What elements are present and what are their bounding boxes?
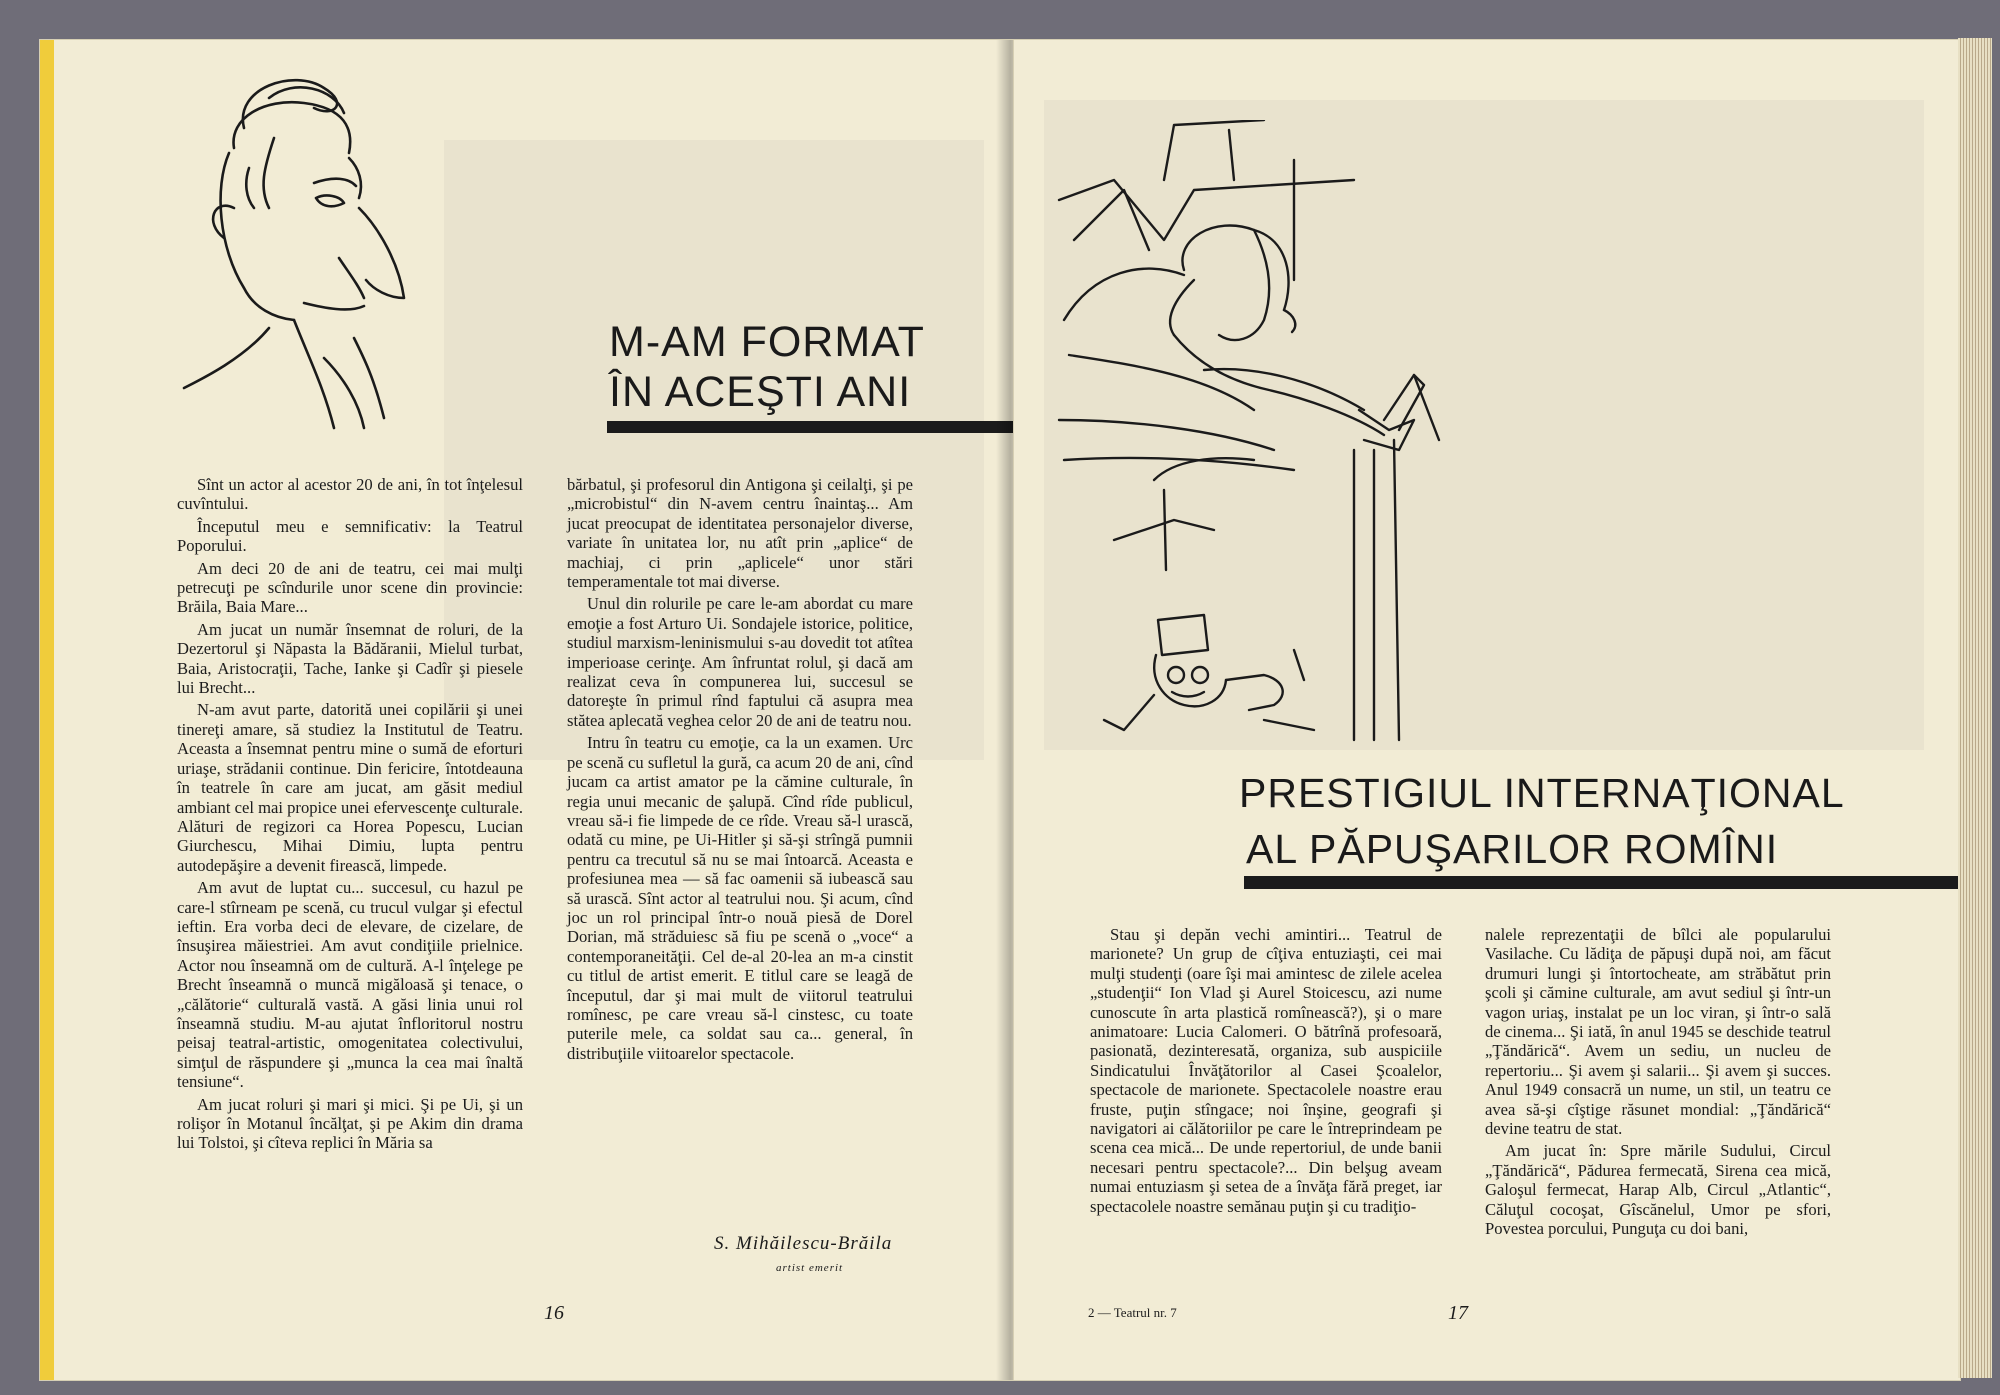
- paragraph: Am jucat în: Spre mările Sudului, Circul „Ţăndărică“, Pădurea fermecată, Sirena cea mică, Galoşul fermecat, Harap Alb, Circul „Atlantic“, Căluţul cocoşat, Gîscănelul, Umor pe sfori, Povestea porcului, Punguţa cu doi bani,: [1485, 1141, 1831, 1239]
- paragraph: Stau şi depăn vechi amintiri... Teatrul de marionete? Un grup de cîţiva entuziaşti, cei mai mulţi studenţi (oare îşi mai amintesc de zilele acelea „studenţii“ Ion Vlad şi Aurel Stoicescu, azi nume cunoscute în arta plastică romînească?), şi o mare animatoare: Lucia Calomeri. O bătrînă profesoară, pasionată, dezinteresată, organiza, sub auspiciile Sindicatului Învăţătorilor al Casei Şcoalelor, spectacole de marionete. Spectacolele noastre erau fruste, puţin stîngace; noi înşine, geografi şi navigatori ai călătoriilor pe care le întreprindeam pe scena cea mică... De unde repertoriul, de unde banii necesari pentru spectacole?... Din belşug aveam numai entuziasm şi setea de a învăţa fără preget, iar spectacolele noastre semănau puţin şi cu tradiţio-: [1090, 925, 1442, 1216]
- title-rule: [607, 421, 1022, 433]
- author-title: artist emerit: [776, 1262, 844, 1274]
- paragraph: bărbatul, şi profesorul din Antigona şi ceilalţi, şi pe „microbistul“ din N-avem centru înaintaş... Am jucat preocupat de identitatea personajelor diverse, variate în unitatea lor, nu atît prin „aplice“ de machiaj, ci prin „aplicele“ unor stări temperamentale tot mai diverse.: [567, 475, 913, 592]
- page-edges: [1958, 38, 1992, 1378]
- paragraph: Unul din rolurile pe care le-am abordat cu mare emoţie a fost Arturo Ui. Sondajele istorice, politice, studiul marxism-leninismului s-au dovedit tot atîtea imperioase cerinţe. Am înfruntat rolul, şi dacă am realizat ceva în compunerea lui, succesul se datoreşte în primul rînd faptului că asupra mea stătea aplecată veghea celor 20 de ani de teatru nou.: [567, 594, 913, 730]
- puppeteer-sketch-illustration: [1054, 120, 1494, 760]
- paragraph: Începutul meu e semnificativ: la Teatrul Poporului.: [177, 516, 523, 556]
- left-column-2: [567, 475, 913, 1066]
- author-signature: S. Mihăilescu-Brăila: [714, 1233, 893, 1254]
- paragraph: nalele reprezentaţii de bîlci ale popularului Vasilache. Cu lădiţa de păpuşi după noi, am făcut drumuri lungi şi întortocheate, am străbătut prin şcoli şi cămine culturale, am avut sediul şi într-un vagon uriaş, instalat pe un loc viran, şi într-o sală de cinema... Şi iată, în anul 1945 se deschide teatrul „Ţăndărică“. Avem un sediu, un nucleu de repertoriu... Şi avem şi salarii... Şi avem şi succes. Anul 1949 consacră un nume, un stil, un teatru ce avea să-şi cîştige răsunet mondial: „Ţăndărică“ devine teatru de stat.: [1485, 925, 1831, 1139]
- page-number[interactable]: 16: [544, 1302, 564, 1324]
- right-column-2: [1485, 925, 1831, 1242]
- paragraph: Am jucat un număr însemnat de roluri, de la Dezertorul şi Năpasta la Bădăranii, Mielul turbat, Baia, Aristocraţii, Tache, Ianke şi Cadîr şi piesele lui Brecht...: [177, 619, 523, 698]
- paragraph: Am deci 20 de ani de teatru, cei mai mulţi petrecuţi pe scîndurile unor scene din provincie: Brăila, Baia Mare...: [177, 558, 523, 617]
- right-page: [1014, 40, 1960, 1380]
- paragraph: Sînt un actor al acestor 20 de ani, în tot înţelesul cuvîntului.: [177, 475, 523, 514]
- left-column-1: [177, 475, 523, 1156]
- article-title-line1: PRESTIGIUL INTERNAŢIONAL: [1239, 770, 1845, 816]
- article-title-line2: AL PĂPUŞARILOR ROMÎNI: [1246, 826, 1779, 872]
- article-title-line2: ÎN ACEŞTI ANI: [609, 368, 912, 416]
- paragraph: Am avut de luptat cu... succesul, cu hazul pe care-l stîrneam pe scenă, cu trucul vulgar şi efectul ieftin. Era vorba deci de elevare, de cizelare, de însuşirea măiestriei. Am avut condiţiile prielnice. Actor nou înseamnă om de cultură. A-l înţelege pe Brecht înseamnă o muncă migăloasă şi tenace, o „călătorie“ culturală vastă. A găsi linia unui rol înseamnă studiu. M-au ajutat înfloritorul nostru peisaj teatral-artistic, omogenitatea colectivului, simţul de răspundere şi „munca la cea mai înaltă tensiune“.: [177, 878, 523, 1092]
- right-column-1: [1090, 925, 1442, 1219]
- caricature-portrait-illustration: [174, 58, 484, 458]
- paragraph: Am jucat roluri şi mari şi mici. Şi pe Ui, şi un rolişor în Motanul încălţat, şi pe Akim din drama lui Tolstoi, şi cîteva replici în Măria sa: [177, 1094, 523, 1153]
- paragraph: Intru în teatru cu emoţie, ca la un examen. Urc pe scenă cu sufletul la gură, ca acum 20 de ani, cînd jucam ca artist amator pe la cămine culturale, în regia unui mecanic de şalupă. Cînd rîde publicul, vreau să-i fie limpede de ce rîde. Vreau să-l urască, odată cu mine, pe Ui-Hitler şi să-şi strîngă pumnii pentru ca trecutul să nu se mai întoarcă. Aceasta e profesiunea mea — să fac oamenii să iubească sau să urască. Sînt actor al teatrului nou. Şi acum, cînd joc un rol principal într-o nouă piesă de Dorel Dorian, mă străduiesc să fiu pe scenă o „voce“ a contemporaneităţii. Cel de-al 20-lea an m-a cinstit cu titlul de artist emerit. E titlul care se leagă de începutul, dar şi mai mult de viitorul teatrului romînesc, pe care vreau să-l cinstesc, cu toate puterile mele, ca soldat sau ca... general, în distribuţiile viitoarelor spectacole.: [567, 733, 913, 1063]
- left-page: [40, 40, 1022, 1380]
- title-rule: [1244, 876, 1960, 889]
- paragraph: N-am avut parte, datorită unei copilării şi unei tinereţi amare, să studiez la Institutul de Teatru. Aceasta a însemnat pentru mine o sumă de eforturi uriaşe, strădanii continue. Din fericire, întotdeauna în teatrele în care am jucat, am găsit mediul ambiant cel mai propice unei efervescenţe culturale. Alături de regizori ca Horea Popescu, Lucian Giurchescu, Mihai Dimiu, lupta pentru autodepăşire a devenit firească, limpede.: [177, 700, 523, 875]
- article-title-line1: M-AM FORMAT: [609, 318, 925, 366]
- footer-note: 2 — Teatrul nr. 7: [1088, 1305, 1177, 1320]
- page-number[interactable]: 17: [1448, 1302, 1468, 1324]
